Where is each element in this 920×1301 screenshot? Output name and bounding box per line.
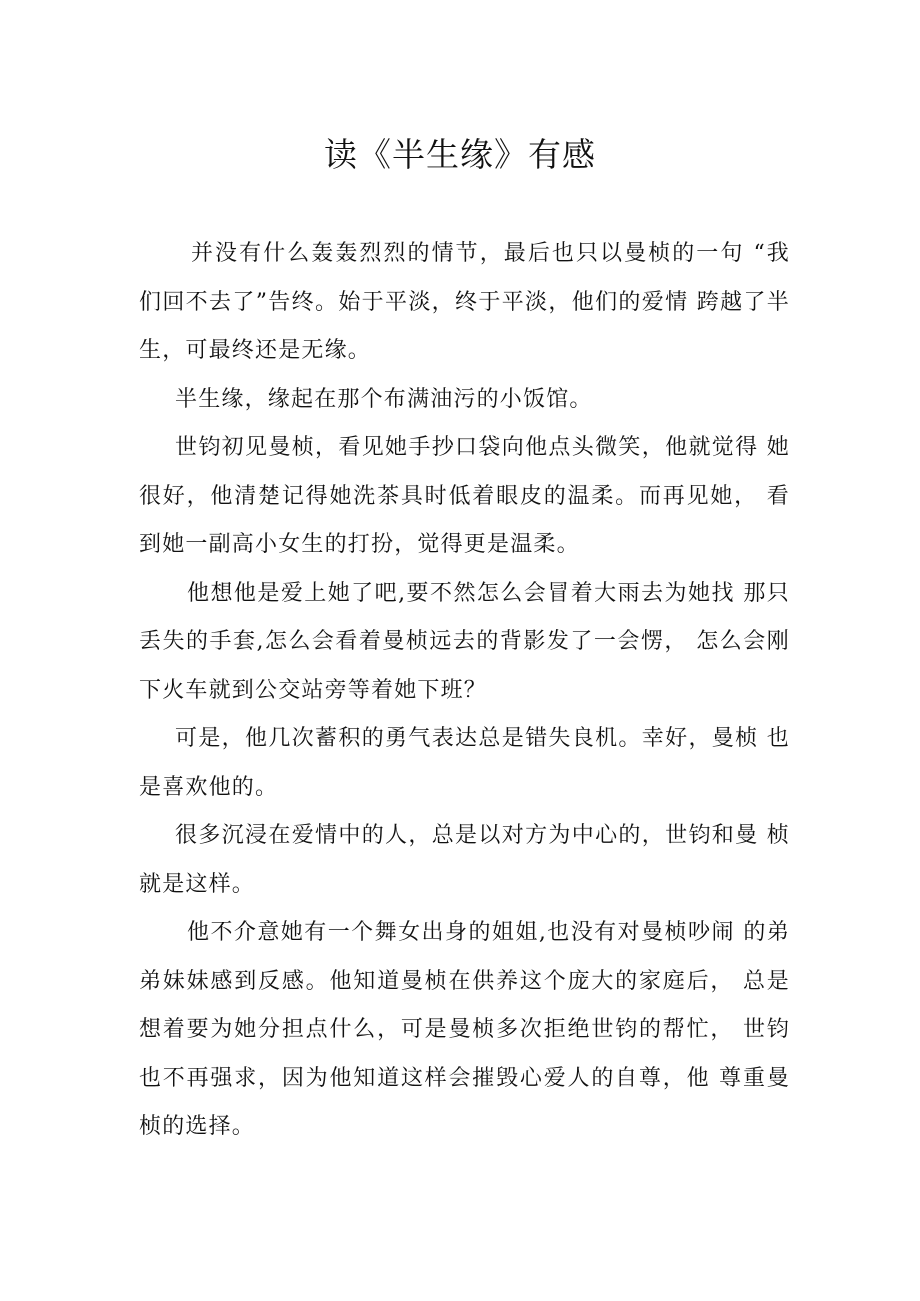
paragraph-5: 可是，他几次蓄积的勇气表达总是错失良机。幸好，曼桢 也是喜欢他的。 (139, 726, 790, 800)
paragraph-1: 并没有什么轰轰烈烈的情节，最后也只以曼桢的一句 “我们回不去了”告终。始于平淡，终于平淡，他们的爱情 跨越了半生，可最终还是无缘。 (139, 241, 790, 363)
paragraph-4: 他想他是爱上她了吧,要不然怎么会冒着大雨去为她找 那只丢失的手套,怎么会看着曼桢远去的背影发了一会愣， 怎么会刚下火车就到公交站旁等着她下班？ (139, 580, 790, 703)
paragraph-3: 世钧初见曼桢，看见她手抄口袋向他点头微笑，他就觉得 她很好，他清楚记得她洗茶具时低着眼皮的温柔。而再见她， 看到她一副高小女生的打扮，觉得更是温柔。 (139, 435, 790, 557)
paragraph-6: 很多沉浸在爱情中的人，总是以对方为中心的，世钧和曼 桢就是这样。 (139, 823, 790, 897)
paragraph-7: 他不介意她有一个舞女出身的姐姐,也没有对曼桢吵闹 的弟弟妹妹感到反感。他知道曼桢在供养这个庞大的家庭后， 总是想着要为她分担点什么，可是曼桢多次拒绝世钧的帮忙， 世钧也不再强求，因为他知道这样会摧毁心爱人的自尊，他 尊重曼桢的选择。 (139, 920, 790, 1139)
paragraph-2: 半生缘，缘起在那个布满油污的小饭馆。 (175, 386, 593, 412)
document-body (139, 230, 790, 1152)
document-title: 读《半生缘》有感 (324, 135, 596, 174)
